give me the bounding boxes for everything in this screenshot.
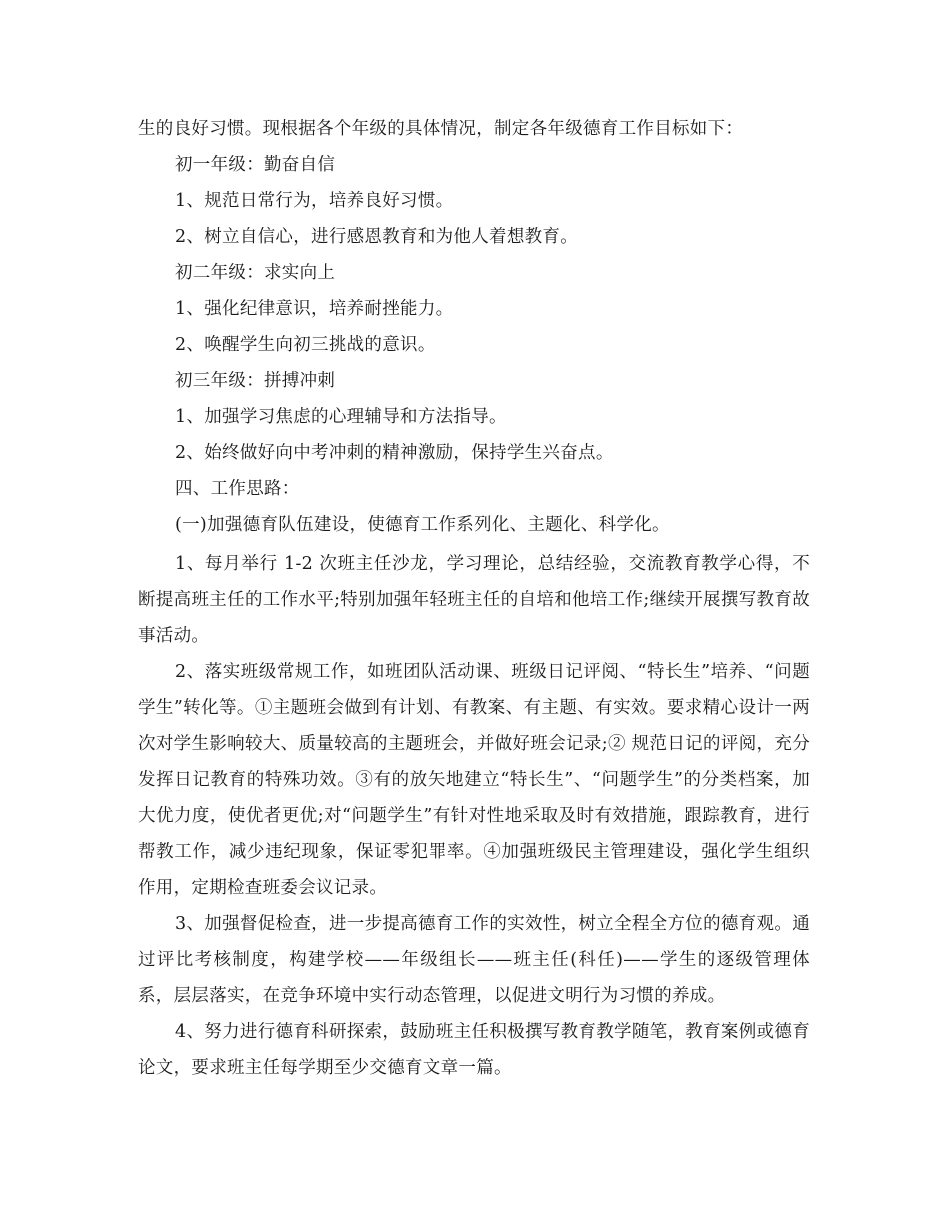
paragraph-3: 3、加强督促检查，进一步提高德育工作的实效性，树立全程全方位的德育观。通过评比考核制度，构建学校——年级组长——班主任(科任)——学生的逐级管理体系，层层落实，在竞争环境中实行动态管理，以促进文明行为习惯的养成。 [138,914,810,1006]
grade-one-item-1: 1、规范日常行为，培养良好习惯。 [175,191,454,211]
paragraph-4: 4、努力进行德育科研探索，鼓励班主任积极撰写教育教学随笔，教育案例或德育论文，要求班主任每学期至少交德育文章一篇。 [138,1022,810,1078]
grade-one-item-2: 2、树立自信心，进行感恩教育和为他人着想教育。 [175,227,579,247]
continued-text-line: 生的良好习惯。现根据各个年级的具体情况，制定各年级德育工作目标如下： [138,119,744,139]
grade-two-item-1: 1、强化纪律意识，培养耐挫能力。 [175,299,454,319]
document-page [138,114,810,1086]
grade-three-heading: 初三年级：拼搏冲刺 [175,371,336,391]
grade-two-item-2: 2、唤醒学生向初三挑战的意识。 [175,335,436,355]
section-four-heading: 四、工作思路： [175,479,300,499]
grade-three-item-2: 2、始终做好向中考冲刺的精神激励，保持学生兴奋点。 [175,443,614,463]
grade-one-heading: 初一年级：勤奋自信 [175,155,336,175]
grade-three-item-1: 1、加强学习焦虑的心理辅导和方法指导。 [175,407,507,427]
grade-two-heading: 初二年级：求实向上 [175,263,336,283]
paragraph-1: 1、每月举行 1-2 次班主任沙龙，学习理论，总结经验，交流教育教学心得，不断提高班主任的工作水平;特别加强年轻班主任的自培和他培工作;继续开展撰写教育故事活动。 [138,554,810,646]
paragraph-2: 2、落实班级常规工作，如班团队活动课、班级日记评阅、“特长生”培养、“问题学生”转化等。①主题班会做到有计划、有教案、有主题、有实效。要求精心设计一两次对学生影响较大、质量较高的主题班会，并做好班会记录;② 规范日记的评阅，充分发挥日记教育的特殊功效。③有的放矢地建立“特长生”、“问题学生”的分类档案，加大优力度，使优者更优;对“问题学生”有针对性地采取及时有效措施，跟踪教育，进行帮教工作，减少违纪现象，保证零犯罪率。④加强班级民主管理建设，强化学生组织作用，定期检查班委会议记录。 [138,662,810,898]
subsection-one-heading: (一)加强德育队伍建设，使德育工作系列化、主题化、科学化。 [175,515,670,535]
